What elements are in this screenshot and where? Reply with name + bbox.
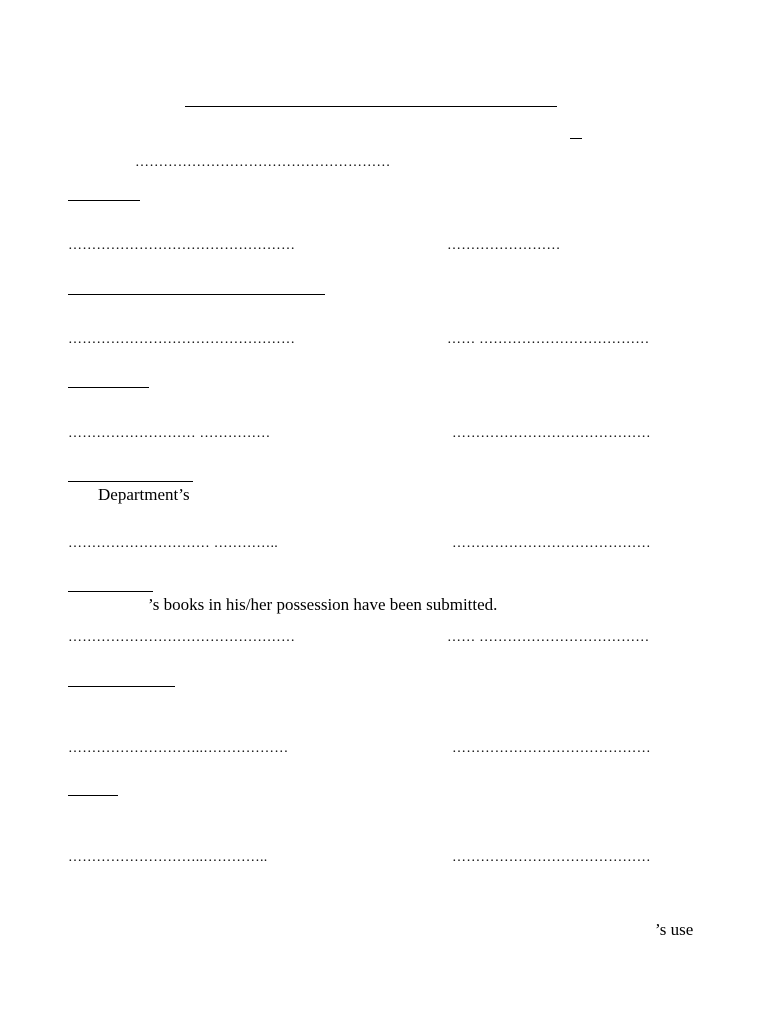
section-5-right-field[interactable]: …… ……………………………… — [447, 630, 650, 645]
section-6-left-field[interactable]: ………………………..……………… — [68, 741, 289, 756]
section-2-left-field[interactable]: ………………………………………… — [68, 332, 296, 347]
section-4-heading-rule — [68, 481, 193, 482]
section-3-left-field[interactable]: ……………………… …………… — [68, 426, 271, 441]
books-submitted-note: ’s books in his/her possession have been submitted. — [148, 595, 498, 614]
top-dotted-field[interactable]: ……………………………………………… — [135, 155, 391, 170]
department-label: Department’s — [98, 485, 190, 504]
section-2-heading-rule — [68, 294, 325, 295]
section-5-heading-rule — [68, 591, 153, 592]
section-2-right-field[interactable]: …… ……………………………… — [447, 332, 650, 347]
section-1-right-field[interactable]: …………………… — [447, 238, 561, 253]
section-3-right-field[interactable]: …………………………………… — [452, 426, 651, 441]
title-rule — [185, 106, 557, 107]
section-7-right-field[interactable]: …………………………………… — [452, 850, 651, 865]
section-4-right-field[interactable]: …………………………………… — [452, 536, 651, 551]
section-5-left-field[interactable]: ………………………………………… — [68, 630, 296, 645]
section-1-left-field[interactable]: ………………………………………… — [68, 238, 296, 253]
use-label: ’s use — [655, 920, 694, 939]
section-6-right-field[interactable]: …………………………………… — [452, 741, 651, 756]
section-3-heading-rule — [68, 387, 149, 388]
section-4-left-field[interactable]: ………………………… ………….. — [68, 536, 278, 551]
section-7-heading-rule — [68, 795, 118, 796]
section-6-heading-rule — [68, 686, 175, 687]
section-1-heading-rule — [68, 200, 140, 201]
section-7-left-field[interactable]: ………………………..………….. — [68, 850, 268, 865]
title-dash — [570, 138, 582, 139]
